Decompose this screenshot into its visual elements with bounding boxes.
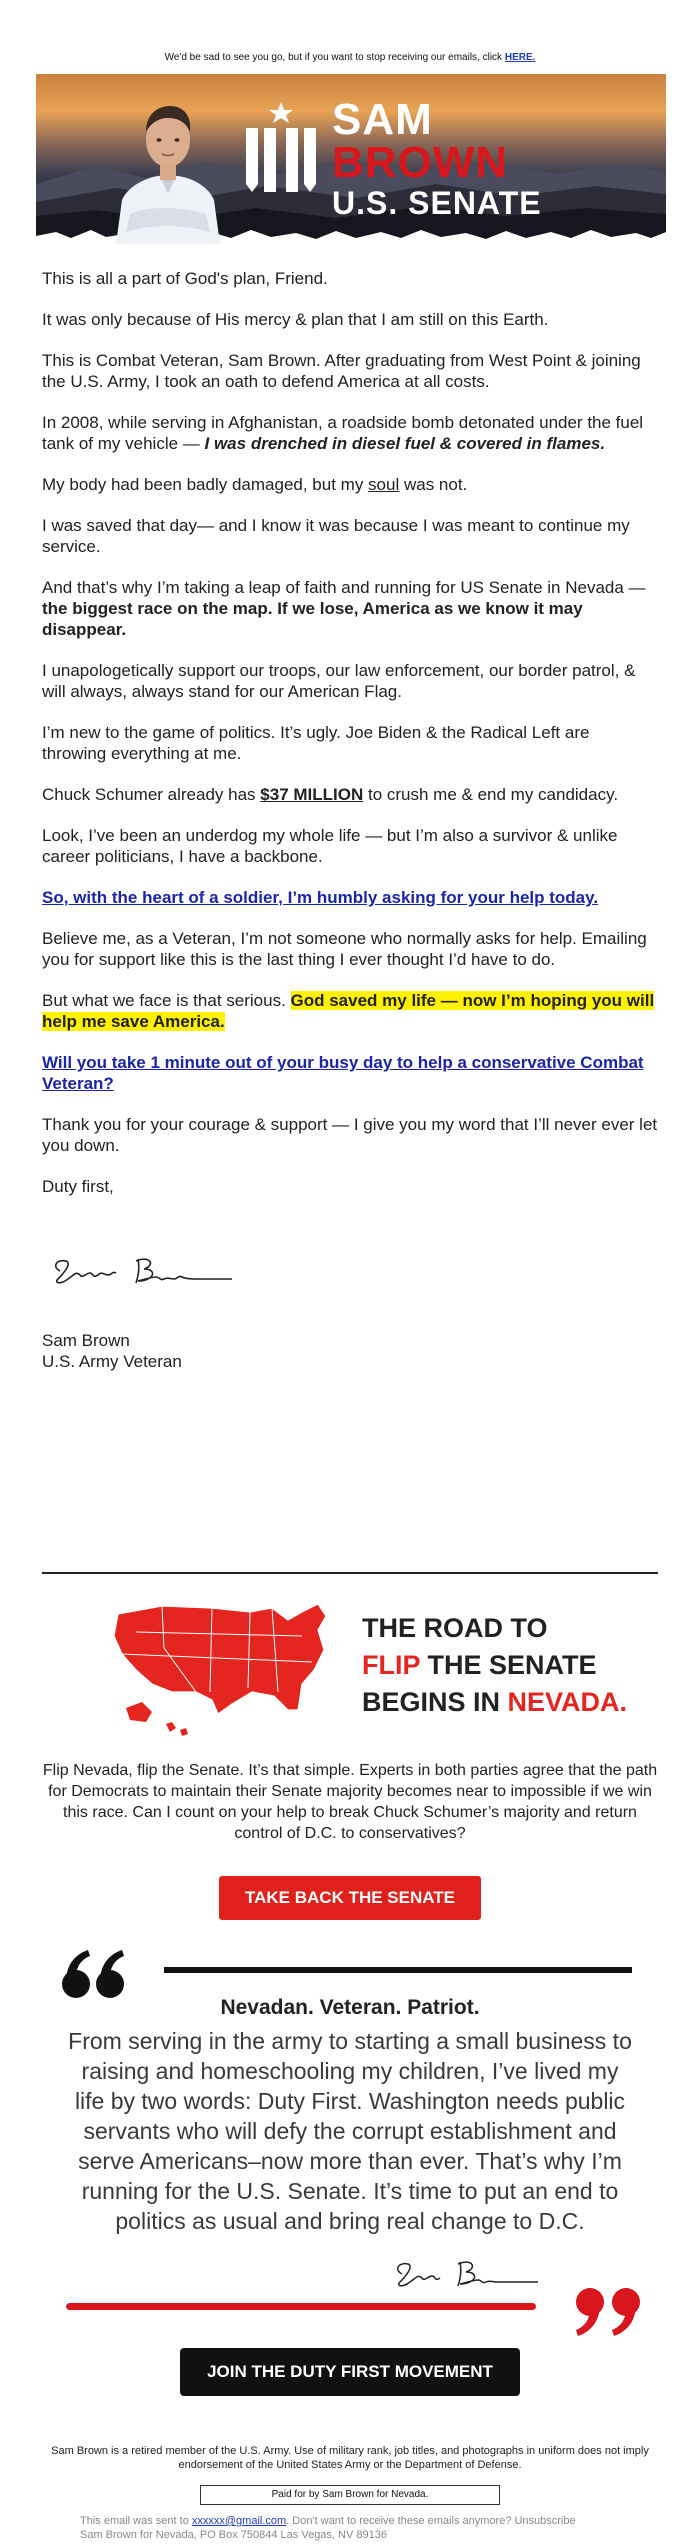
flip-begins: BEGINS IN [362, 1687, 508, 1717]
unsubscribe-text: We'd be sad to see you go, but if you want to stop receiving our emails, click [164, 52, 503, 63]
flip-rest: THE SENATE [420, 1650, 597, 1680]
letter-paragraph: This is all a part of God's plan, Friend. [42, 269, 328, 288]
letter-text: to crush me & end my candidacy. [363, 785, 619, 804]
highlighted-text: God saved my life — now I’m hoping you will help me save America. [42, 991, 655, 1031]
letter-paragraph [42, 990, 658, 1032]
usa-map-icon [114, 1604, 326, 1714]
letter-paragraph: I’m new to the game of politics. It’s ugly. Joe Biden & the Radical Left are throwing everything at me. [42, 723, 590, 763]
campaign-wordmark [332, 95, 542, 222]
letter-paragraph: I was saved that day— and I know it was because I was meant to continue my service. [42, 516, 630, 556]
letter-text: Chuck Schumer already has [42, 785, 261, 804]
section-divider [42, 1572, 658, 1574]
letter-body [42, 268, 658, 1372]
letter-paragraph [42, 412, 658, 454]
header-banner [36, 74, 666, 244]
letter-text: And that’s why I’m taking a leap of faith and running for US Senate in Nevada — [42, 578, 646, 597]
wordmark-sam: SAM [332, 95, 433, 144]
open-quote-icon [60, 1946, 130, 2002]
donate-link-2[interactable]: Will you take 1 minute out of your busy day to help a conservative Combat Veteran? [42, 1053, 644, 1093]
flip-nevada: NEVADA. [507, 1687, 628, 1717]
footer-unsubscribe[interactable]: . Don't want to receive these emails anymore? Unsubscribe [286, 2515, 576, 2527]
letter-paragraph: It was only because of His mercy & plan that I am still on this Earth. [42, 310, 549, 329]
letter-paragraph [42, 784, 658, 805]
military-disclaimer: Sam Brown is a retired member of the U.S. Army. Use of military rank, job titles, and photographs in uniform does not imply endorsement of the United States Army or the Department of Defense. [51, 2445, 649, 2471]
flip-headline-line1: THE ROAD TO [362, 1613, 548, 1643]
letter-text: My body had been badly damaged, but my [42, 475, 369, 494]
letter-bold: the biggest race on the map. If we lose, America as we know it may disappear. [42, 599, 583, 639]
letter-underlined: soul [368, 475, 400, 494]
take-back-senate-button[interactable]: TAKE BACK THE SENATE [219, 1876, 481, 1920]
flip-word: FLIP [362, 1650, 421, 1680]
close-quote-icon [572, 2284, 644, 2340]
donate-link-1[interactable]: So, with the heart of a soldier, I’m humbly asking for your help today. [42, 888, 599, 907]
signature-block [42, 1330, 658, 1372]
quote-rule-bottom [66, 2303, 536, 2310]
handwritten-signature [42, 1241, 262, 1299]
footer-sent-to [80, 2514, 620, 2528]
campaign-logo-icon [240, 98, 322, 196]
flip-paragraph: Flip Nevada, flip the Senate. It’s that simple. Experts in both parties agree that the path for Democrats to maintain their Senate majority becomes near to impossible if we win this race. Can I count on your help to break Chuck Schumer’s majority and return control of D.C. to conservatives? [42, 1762, 658, 1842]
quote-rule-top [164, 1967, 632, 1973]
letter-text: was not. [399, 475, 468, 494]
sent-to-prefix: This email was sent to [80, 2515, 192, 2527]
paid-for-box: Paid for by Sam Brown for Nevada. [200, 2485, 500, 2505]
schumer-amount: $37 MILLION [260, 785, 364, 804]
footer [80, 2514, 620, 2542]
candidate-photo [108, 82, 228, 244]
unsubscribe-notice [0, 52, 700, 63]
wordmark-office: U.S. SENATE [332, 185, 542, 221]
letter-paragraph: Thank you for your courage & support — I give you my word that I’ll never ever let you down. [42, 1115, 658, 1155]
flip-headline-line2 [362, 1650, 597, 1680]
flip-headline-line3 [362, 1687, 627, 1717]
letter-paragraph [42, 474, 658, 495]
letter-paragraph: This is Combat Veteran, Sam Brown. After graduating from West Point & joining the U.S. Army, I took an oath to defend America at all costs. [42, 351, 641, 391]
quote-signature [388, 2248, 558, 2298]
signer-title: U.S. Army Veteran [42, 1352, 182, 1371]
letter-paragraph: Look, I’ve been an underdog my whole life — but I’m also a survivor & unlike career politicians, I have a backbone. [42, 826, 618, 866]
letter-text: But what we face is that serious. [42, 991, 291, 1010]
letter-paragraph: Believe me, as a Veteran, I’m not someone who normally asks for help. Emailing you for support like this is the last thing I ever thought I’d have to do. [42, 929, 647, 969]
flip-nevada-graphic[interactable] [102, 1592, 628, 1750]
letter-text: In 2008, while serving in Afghanistan, a roadside bomb detonated under the fuel tank of my vehicle — [42, 413, 644, 453]
quote-body: From serving in the army to starting a small business to raising and homeschooling my children, I’ve lived my life by two words: Duty First. Washington needs public servants who will defy the corrupt establishment and serve Americans–now more than ever. That’s why I’m running for the U.S. Senate. It’s time to put an end to politics as usual and bring real change to D.C. [68, 2028, 632, 2234]
quote-title: Nevadan. Veteran. Patriot. [220, 1996, 480, 2019]
footer-address: Sam Brown for Nevada, PO Box 750844 Las Vegas, NV 89136 [80, 2529, 387, 2541]
signer-name: Sam Brown [42, 1331, 130, 1350]
letter-paragraph [42, 577, 658, 640]
wordmark-brown: BROWN [332, 138, 509, 187]
join-movement-button[interactable]: JOIN THE DUTY FIRST MOVEMENT [180, 2348, 520, 2396]
recipient-email-link[interactable]: xxxxxx@gmail.com [191, 2515, 287, 2527]
unsubscribe-link[interactable]: HERE. [504, 52, 536, 63]
letter-closing: Duty first, [42, 1177, 114, 1196]
letter-paragraph: I unapologetically support our troops, our law enforcement, our border patrol, & will always, always stand for our American Flag. [42, 661, 636, 701]
letter-emphasis: I was drenched in diesel fuel & covered in flames. [204, 434, 606, 453]
